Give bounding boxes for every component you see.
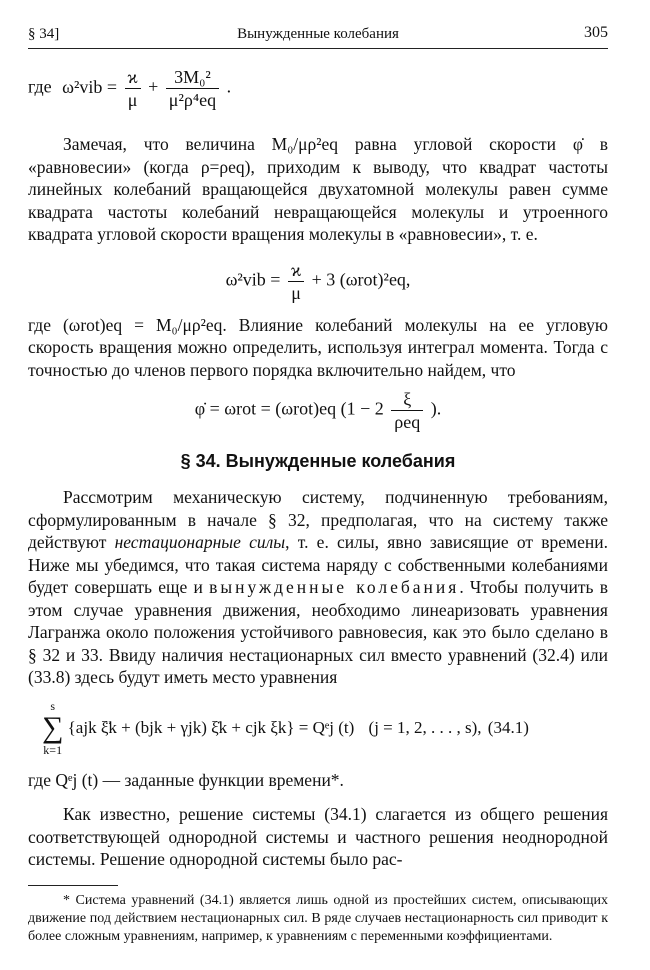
footnote-rule [28,885,118,886]
page-number: 305 [584,24,608,41]
paragraph-4: Как известно, решение системы (34.1) слагается из общего решения соответствующей однородной системы и частного решения неоднородной системы. Решение однородной системы было рас- [28,804,608,869]
eq1-fraction-2: $\frac{\text{3M₀²}}{\text{μ²ρ⁴eq}}$ [166,67,219,110]
header-title: Вынужденные колебания [237,26,399,42]
line-after-equation: где Qᵉj (t) — заданные функции времени*. [28,769,344,790]
equation-omega-vib-rot: ω²vib = $\frac{ϰ}{\mu}$ + 3 (ωrot)²eq, [225,259,411,303]
section-title: § 34. Вынужденные колебания [180,451,456,471]
paragraph-3: Рассмотрим механическую систему, подчиненную требованиям, сформулированным в начале § 32, предполагая, что на систему также действуют нестационарные силы, т. е. силы, явно зависящие от времени. Ниже мы убедимся, что такая система наряду с собственными колебаниями будет совершать еще и вынужденные колебания. Чтобы получить в этом случае уравнения движения, необходимо линеаризовать уравнения Лагранжа около положения устойчивого равновесия, как это было сделано в § 32 и 33. Ввиду наличия нестационарных сил вместо уравнений (32.4) или (33.8) здесь будут иметь место уравнения [28,487,608,687]
sum-symbol: s ∑ k=1 [42,698,64,757]
paragraph-1: Замечая, что величина M₀/μρ²eq равна угловой скорости φ̇ в «равновесии» (когда ρ=ρeq), приходим к выводу, что квадрат частоты линейных колебаний вращающейся двухатомной молекулы равен сумме квадрата частоты колебаний невращающейся молекулы и утроенного квадрата угловой скорости вращения молекулы в «равновесии», т. е. [28,134,608,244]
equation-phi-dot: φ̇ = ωrot = (ωrot)eq (1 − 2 $\frac{\xi}{\text{ρeq}}$ ). [194,389,442,432]
equation-omega-vib-full: где ω²vib = $\frac{ϰ}{\mu}$ + $\frac{\text{3M₀²}}{\text{μ²ρ⁴eq}}$ . [28,67,232,110]
eq4-number: (34.1) [487,717,529,737]
emphasis-forced-oscillations: вынужденные колебания [209,577,460,597]
running-header [28,22,608,49]
header-section: § 34] [28,26,60,42]
eq1-fraction-1: $\frac{ϰ}{\mu}$ [125,67,141,110]
eq1-lead: где [28,76,52,97]
eq4-range: (j = 1, 2, . . . , s), [368,717,482,737]
eq1-lhs: ω²vib = [62,76,118,97]
eq1-plus: + [148,76,159,97]
page [28,22,608,946]
footnote: * Система уравнений (34.1) является лишь одной из простейших систем, описывающих движение под действием нестационарных сил. В ряде случаев нестационарность сил приводит к более сложным уравнениям, например, к уравнениям с переменными коэффициентами. [28,892,608,944]
eq4-body: {ajk ξ̈k + (bjk + γjk) ξ̇k + cjk ξk} = Qᵉj (t) [67,717,355,737]
equation-34-1 [28,699,608,765]
paragraph-2: где (ωrot)eq = M₀/μρ²eq. Влияние колебаний молекулы на ее угловую скорость вращения можно определить, используя интеграл момента. Тогда с точностью до членов первого порядка включительно найдем, что [28,314,608,380]
emphasis-nonstationary-forces: нестационарные силы [114,532,286,552]
